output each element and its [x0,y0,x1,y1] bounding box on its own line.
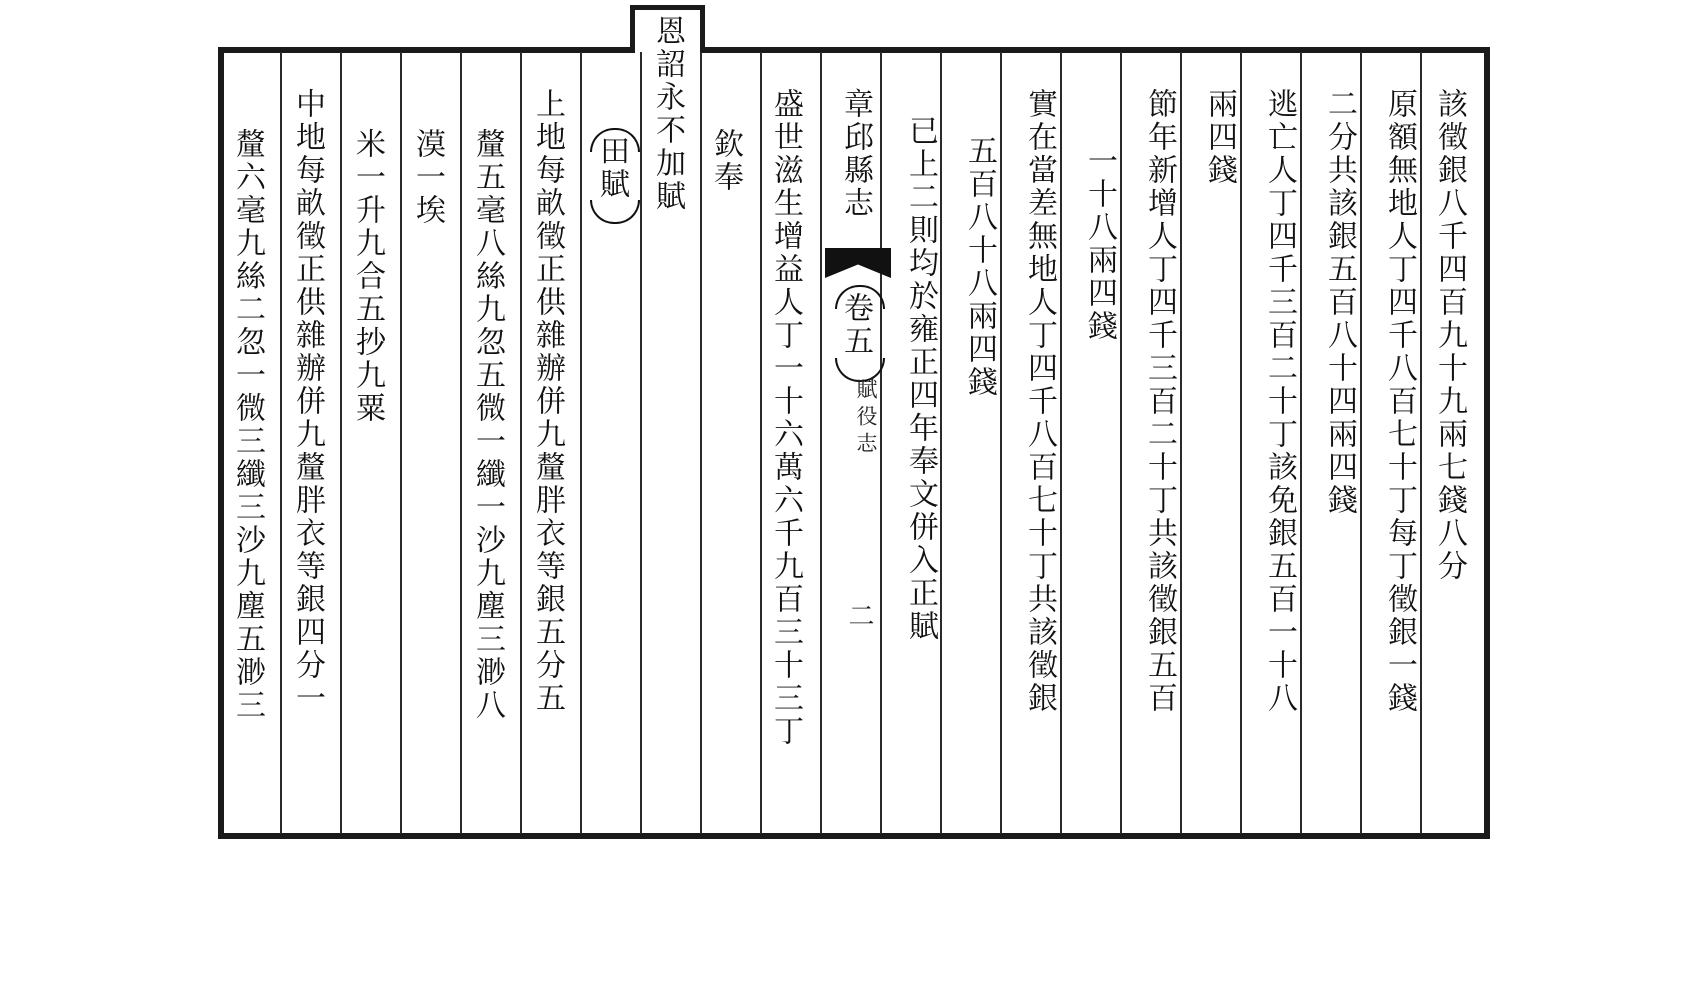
text-column-1: 該徵銀八千四百九十九兩七錢八分 [1432,88,1467,583]
text-column-12: 欽奉 [708,128,743,194]
text-column-17: 中地每畝徵正供雜辦併九釐胖衣等銀四分一 [290,88,325,715]
column-rule [940,52,942,834]
column-rule [1180,52,1182,834]
text-column-18: 釐六毫九絲二忽一微三纖三沙九塵五渺三 [230,128,265,722]
text-column-15: 漠一埃 [410,128,445,227]
column-rule [820,52,822,834]
column-rule [1300,52,1302,834]
text-column-11: 盛世滋生增益人丁一十六萬六千九百三十三丁 [768,88,803,748]
text-column-7: 一十八兩四錢 [1082,145,1117,343]
column-rule [700,52,702,834]
column-rule [1420,52,1422,834]
text-column-5: 兩四錢 [1202,88,1237,187]
section-label: 賦役志 [854,378,878,459]
text-column-14: 釐五毫八絲九忽五微一纖一沙九塵三渺八 [470,128,505,722]
column-rule [1120,52,1122,834]
page-number: 二 [844,602,874,631]
column-rule [640,52,642,834]
column-rule [1360,52,1362,834]
volume-label: 卷五 [838,292,873,358]
text-column-3: 二分共該銀五百八十四兩四錢 [1322,88,1357,517]
column-rule [280,52,282,834]
column-rule [520,52,522,834]
column-rule [760,52,762,834]
column-rule [880,52,882,834]
elevated-text-column: 恩詔永不加賦 [650,15,685,213]
column-rule [460,52,462,834]
text-column-10: 已上二則均於雍正四年奉文併入正賦 [903,115,938,643]
text-column-2: 原額無地人丁四千八百七十丁每丁徵銀一錢 [1382,88,1417,715]
column-rule [400,52,402,834]
column-rule [340,52,342,834]
column-rule [1060,52,1062,834]
column-rule [1240,52,1242,834]
text-column-6: 節年新增人丁四千三百二十丁共該徵銀五百 [1142,88,1177,715]
column-rule [580,52,582,834]
text-column-8: 實在當差無地人丁四千八百七十丁共該徵銀 [1022,88,1057,715]
text-column-13: 上地每畝徵正供雜辦併九釐胖衣等銀五分五 [530,88,565,715]
section-heading: 田賦 [594,135,629,201]
column-rule [1000,52,1002,834]
text-column-4: 逃亡人丁四千三百二十丁該免銀五百一十八 [1262,88,1297,715]
book-title: 章邱縣志 [838,88,873,220]
text-column-9: 五百八十八兩四錢 [962,135,997,399]
text-column-16: 米一升九合五抄九粟 [350,128,385,425]
